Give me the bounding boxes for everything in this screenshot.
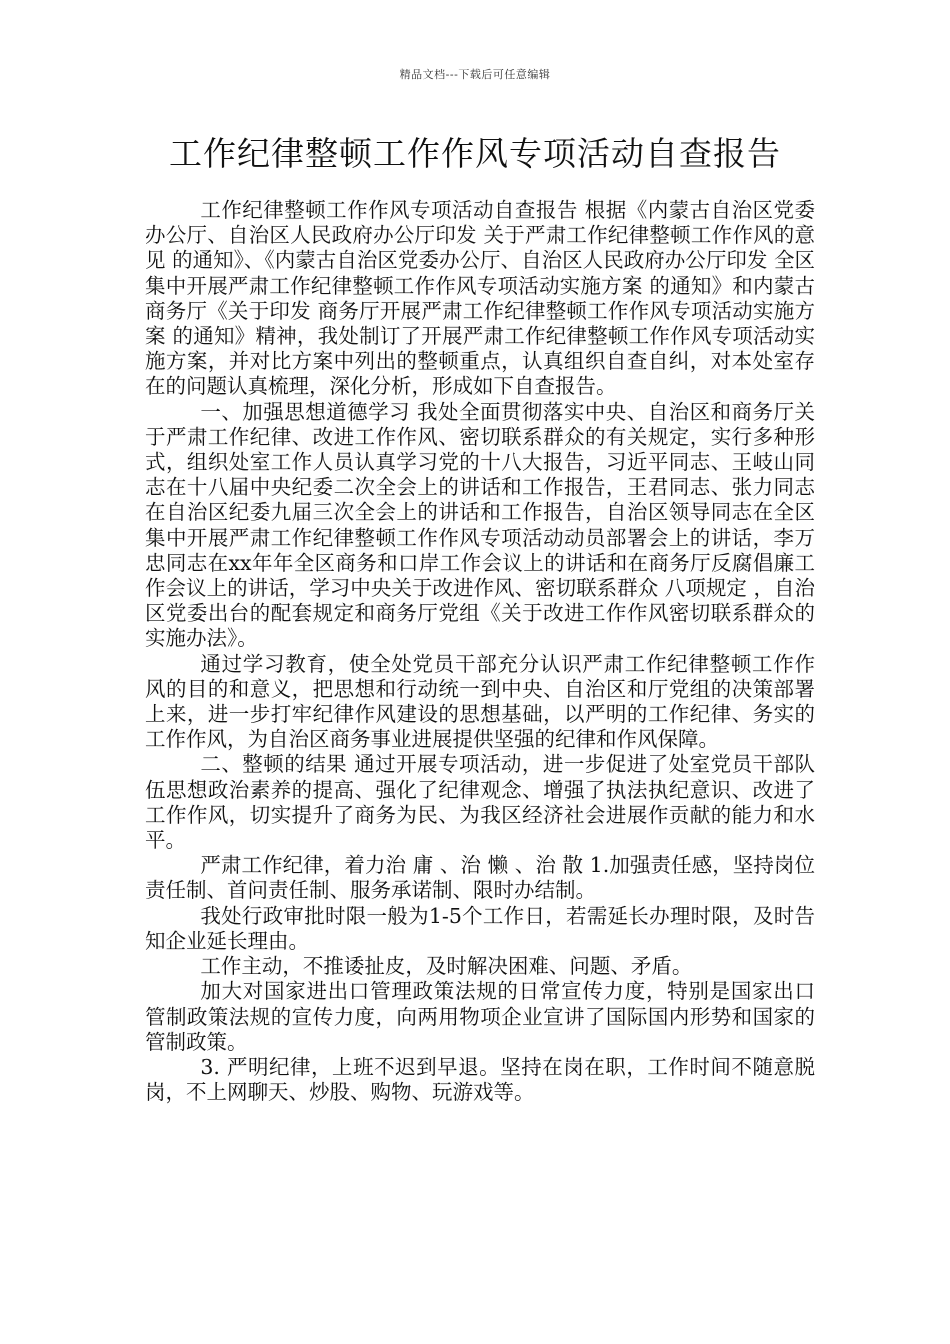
paragraph-study-result: 通过学习教育，使全处党员干部充分认识严肃工作纪律整顿工作作风的目的和意义，把思想和行动统一到中央、自治区和厅党组的决策部署上来，进一步打牢纪律作风建设的思想基础，以严明的工作纪律、务实的工作作风，为自治区商务事业进展提供坚强的纪律和作风保障。: [145, 651, 815, 752]
paragraph-intro: 工作纪律整顿工作作风专项活动自查报告 根据《内蒙古自治区党委办公厅、自治区人民政府办公厅印发 关于严肃工作纪律整顿工作作风的意见 的通知》、《内蒙古自治区党委办公厅、自治区人民政府办公厅印发 全区集中开展严肃工作纪律整顿工作作风专项活动实施方案 的通知》和内蒙古商务厅《关于印发 商务厅开展严肃工作纪律整顿工作作风专项活动实施方案 的通知》精神，我处制订了开展严肃工作纪律整顿工作作风专项活动实施方案，并对比方案中列出的整顿重点，认真组织自查自纠，对本处室存在的问题认真梳理，深化分析，形成如下自查报告。: [145, 198, 815, 399]
document-title: 工作纪律整顿工作作风专项活动自查报告: [169, 134, 781, 173]
paragraph-approval-time: 我处行政审批时限一般为1-5个工作日，若需延长办理时限，及时告知企业延长理由。: [145, 903, 815, 953]
paragraph-discipline: 严肃工作纪律，着力治 庸 、治 懒 、治 散 1.加强责任感，坚持岗位责任制、首问责任制、服务承诺制、限时办结制。: [145, 853, 815, 903]
paragraph-section-2: 二、整顿的结果 通过开展专项活动，进一步促进了处室党员干部队伍思想政治素养的提高、强化了纪律观念、增强了执法执纪意识、改进了工作作风，切实提升了商务为民、为我区经济社会进展作贡献的能力和水平。: [145, 752, 815, 853]
paragraph-publicity: 加大对国家进出口管理政策法规的日常宣传力度，特别是国家出口管制政策法规的宣传力度，向两用物项企业宣讲了国际国内形势和国家的管制政策。: [145, 979, 815, 1054]
paragraph-attendance: 3. 严明纪律，上班不迟到早退。坚持在岗在职，工作时间不随意脱岗，不上网聊天、炒股、购物、玩游戏等。: [145, 1054, 815, 1105]
paragraph-initiative: 工作主动，不推诿扯皮，及时解决困难、问题、矛盾。: [200, 954, 693, 979]
paragraph-section-1: 一、加强思想道德学习 我处全面贯彻落实中央、自治区和商务厅关于严肃工作纪律、改进工作作风、密切联系群众的有关规定，实行多种形式，组织处室工作人员认真学习党的十八大报告，习近平同志、王岐山同志在十八届中央纪委二次全会上的讲话和工作报告，王君同志、张力同志在自治区纪委九届三次全会上的讲话和工作报告，自治区领导同志在全区集中开展严肃工作纪律整顿工作作风专项活动动员部署会上的讲话，李万忠同志在xx年年全区商务和口岸工作会议上的讲话和在商务厅反腐倡廉工作会议上的讲话，学习中央关于改进作风、密切联系群众 八项规定 ，自治区党委出台的配套规定和商务厅党组《关于改进工作作风密切联系群众的实施办法》。: [145, 399, 815, 651]
document-body: [145, 198, 815, 1105]
header-note: 精品文档---下载后可任意编辑: [399, 68, 551, 81]
